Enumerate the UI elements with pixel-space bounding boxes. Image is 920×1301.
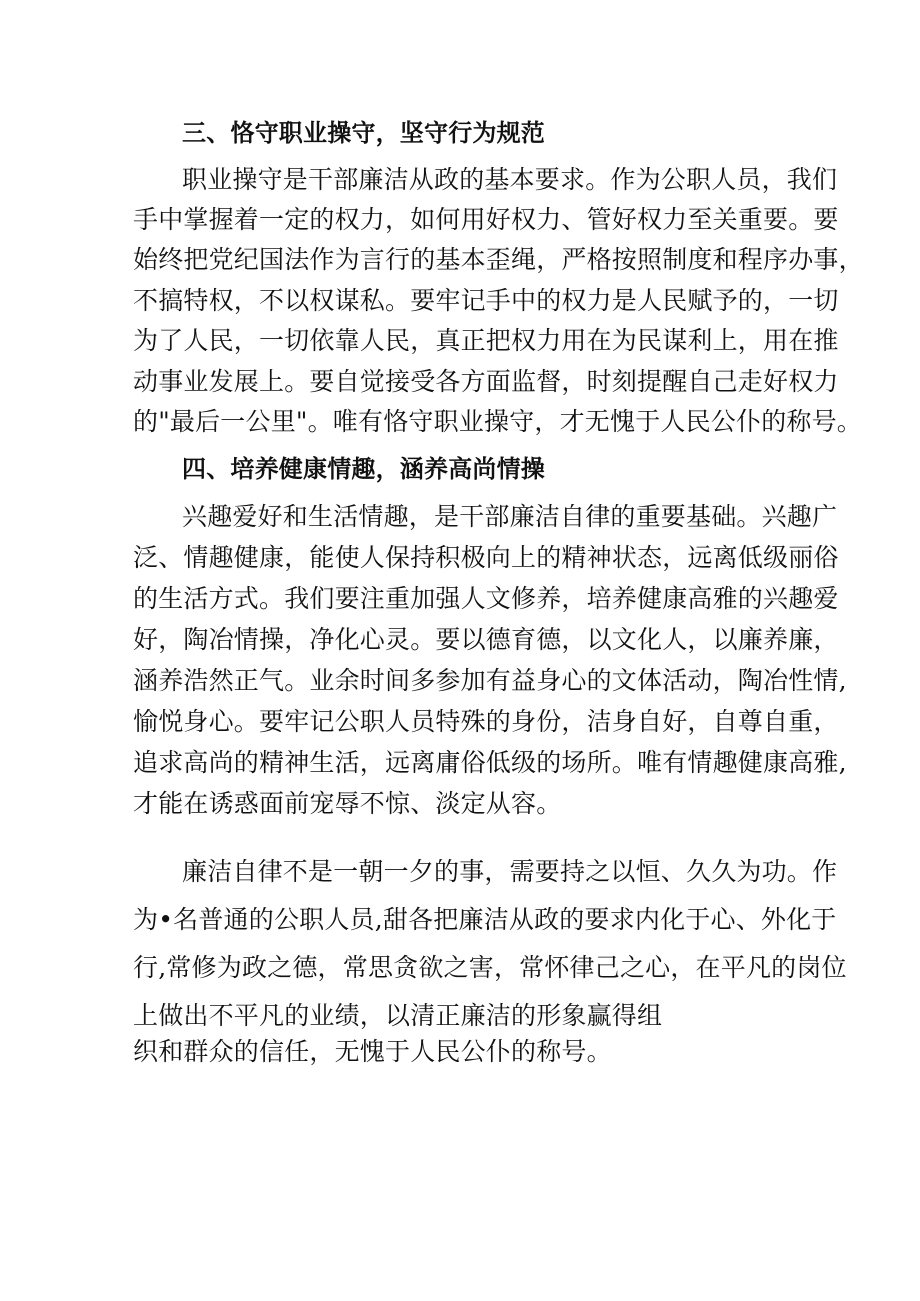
paragraph-line: 职业操守是干部廉洁从政的基本要求。作为公职人员，我们 bbox=[182, 165, 838, 194]
paragraph-line: 廉洁自律不是一朝一夕的事，需要持之以恒、久久为功。作 bbox=[182, 857, 838, 886]
paragraph-line: 的生活方式。我们要注重加强人文修养，培养健康高雅的兴趣爱 bbox=[133, 584, 839, 613]
paragraph-line: 涵养浩然正气。业余时间多参加有益身心的文体活动，陶冶性情, bbox=[133, 666, 847, 695]
paragraph-line: 愉悦身心。要牢记公职人员特殊的身份，洁身自好，自尊自重， bbox=[133, 707, 839, 736]
paragraph-line: 的"最后一公里"。唯有恪守职业操守，才无愧于人民公仆的称号。 bbox=[133, 407, 863, 436]
paragraph-line: 好，陶冶情操，净化心灵。要以德育德，以文化人，以廉养廉， bbox=[133, 625, 839, 654]
paragraph-line: 追求高尚的精神生活，远离庸俗低级的场所。唯有情趣健康高雅, bbox=[133, 748, 847, 777]
section-4-heading: 四、培养健康情趣，涵养高尚情操 bbox=[182, 455, 545, 483]
paragraph-line: 兴趣爱好和生活情趣，是干部廉洁自律的重要基础。兴趣广 bbox=[182, 502, 838, 531]
paragraph-line: 为•名普通的公职人员,甜各把廉洁从政的要求内化于心、外化于 bbox=[133, 905, 837, 934]
paragraph-line: 织和群众的信任，无愧于人民公仆的称号。 bbox=[133, 1037, 612, 1066]
paragraph-line: 手中掌握着一定的权力，如何用好权力、管好权力至关重要。要 bbox=[133, 205, 839, 234]
paragraph-line: 泛、情趣健康，能使人保持积极向上的精神状态，远离低级丽俗 bbox=[133, 543, 839, 572]
paragraph-line: 上做出不平凡的业绩，以清正廉洁的形象赢得组 bbox=[133, 1001, 663, 1030]
paragraph-line: 动事业发展上。要自觉接受各方面监督，时刻提醒自己走好权力 bbox=[133, 367, 839, 396]
paragraph-line: 行,常修为政之德，常思贪欲之害，常怀律己之心，在平凡的岗位 bbox=[133, 953, 847, 982]
section-3-heading: 三、恪守职业操守，坚守行为规范 bbox=[182, 119, 545, 147]
paragraph-line: 不搞特权，不以权谋私。要牢记手中的权力是人民赋予的，一切 bbox=[133, 286, 839, 315]
paragraph-line: 为了人民，一切依靠人民，真正把权力用在为民谋利上，用在推 bbox=[133, 326, 839, 355]
paragraph-line: 才能在诱惑面前宠辱不惊、淡定从容。 bbox=[133, 789, 562, 818]
paragraph-line: 始终把党纪国法作为言行的基本歪绳，严格按照制度和程序办事， bbox=[133, 245, 864, 274]
